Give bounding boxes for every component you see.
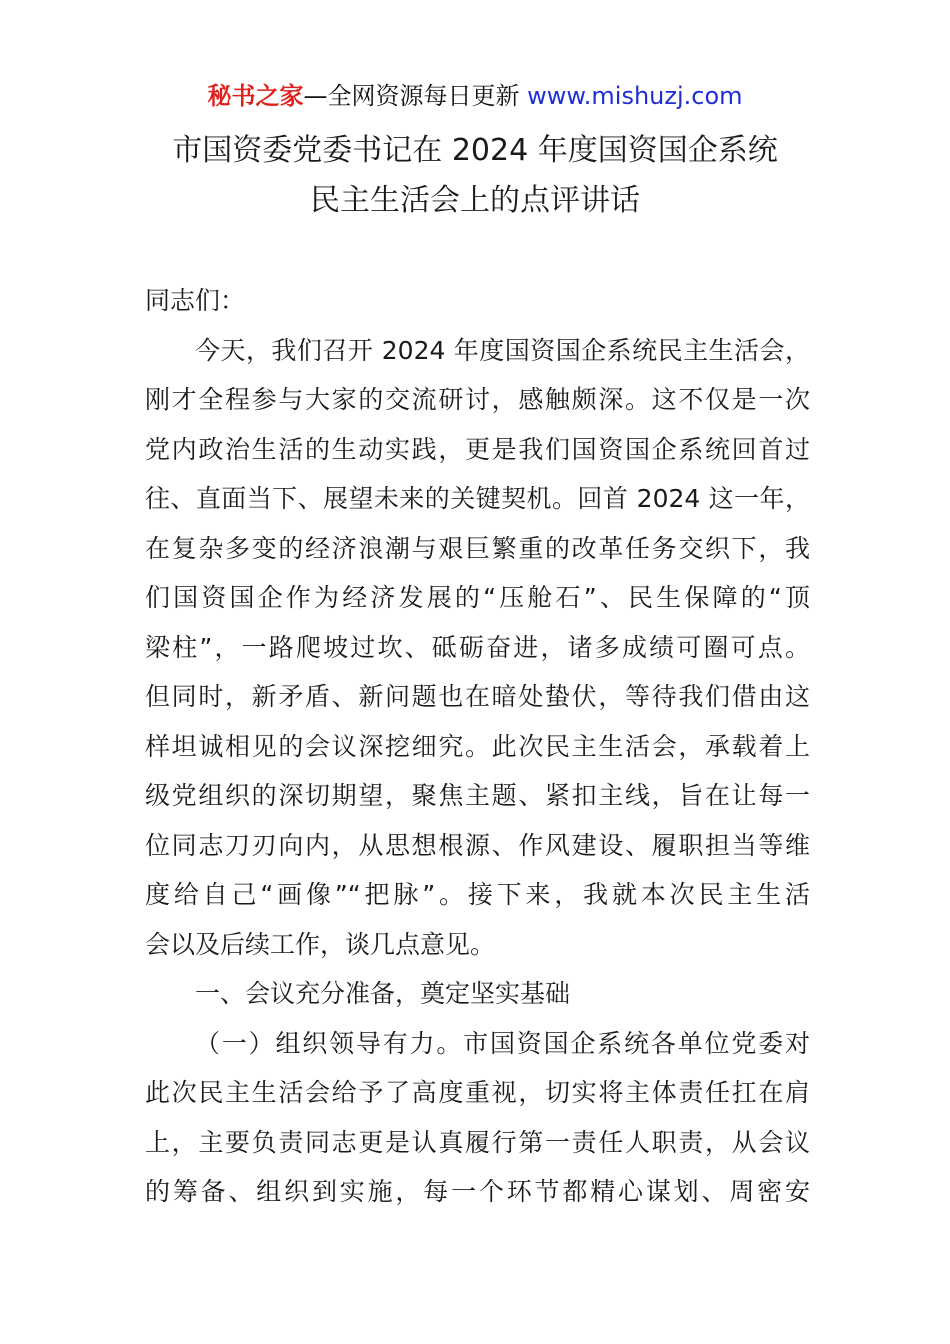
text-line: 梁柱”，一路爬坡过坎、砥砺奋进，诸多成绩可圈可点。 (145, 632, 810, 662)
title-line-2: 民主生活会上的点评讲话 (310, 183, 640, 218)
paragraph-organization (145, 1019, 810, 1217)
document-body (145, 276, 810, 1217)
banner-tagline: —全网资源每日更新 (303, 82, 520, 110)
text-line: 级党组织的深切期望，聚焦主题、紧扣主线，旨在让每一 (145, 781, 810, 810)
text-line: （一）组织领导有力。市国资国企系统各单位党委对 (195, 1028, 810, 1058)
section-heading: 一、会议充分准备，奠定坚实基础 (195, 979, 571, 1008)
text-line: 的筹备、组织到实施，每一个环节都精心谋划、周密安 (145, 1177, 810, 1206)
text-line: 刚才全程参与大家的交流研讨，感触颇深。这不仅是一次 (145, 385, 810, 414)
text-line: 们国资国企作为经济发展的“压舱石”、民生保障的“顶 (145, 583, 810, 612)
text-line: 今天，我们召开 2024 年度国资国企系统民主生活会， (195, 335, 810, 365)
text-line: 度给自己“画像”“把脉”。接下来，我就本次民主生活 (145, 880, 810, 909)
text-line: 往、直面当下、展望未来的关键契机。回首 2024 这一年， (145, 484, 810, 513)
text-line: 在复杂多变的经济浪潮与艰巨繁重的改革任务交织下，我 (145, 533, 810, 563)
text-line: 位同志刀刃向内，从思想根源、作风建设、履职担当等维 (145, 830, 810, 860)
greeting: 同志们： (145, 286, 246, 315)
text-line: 会以及后续工作，谈几点意见。 (145, 929, 496, 959)
text-line: 样坦诚相见的会议深挖细究。此次民主生活会，承载着上 (145, 731, 810, 761)
source-banner (0, 80, 950, 112)
text-line: 上，主要负责同志更是认真履行第一责任人职责，从会议 (145, 1127, 810, 1157)
site-url-link[interactable]: www.mishuzj.com (527, 82, 743, 110)
brand-name: 秘书之家 (207, 82, 304, 110)
text-line: 但同时，新矛盾、新问题也在暗处蛰伏，等待我们借由这 (145, 682, 810, 711)
title-line-1: 市国资委党委书记在 2024 年度国资国企系统 (172, 133, 778, 168)
paragraph-opening (145, 326, 810, 970)
document-title (0, 126, 950, 226)
text-line: 党内政治生活的生动实践，更是我们国资国企系统回首过 (145, 434, 810, 464)
text-line: 此次民主生活会给予了高度重视，切实将主体责任扛在肩 (145, 1078, 810, 1107)
